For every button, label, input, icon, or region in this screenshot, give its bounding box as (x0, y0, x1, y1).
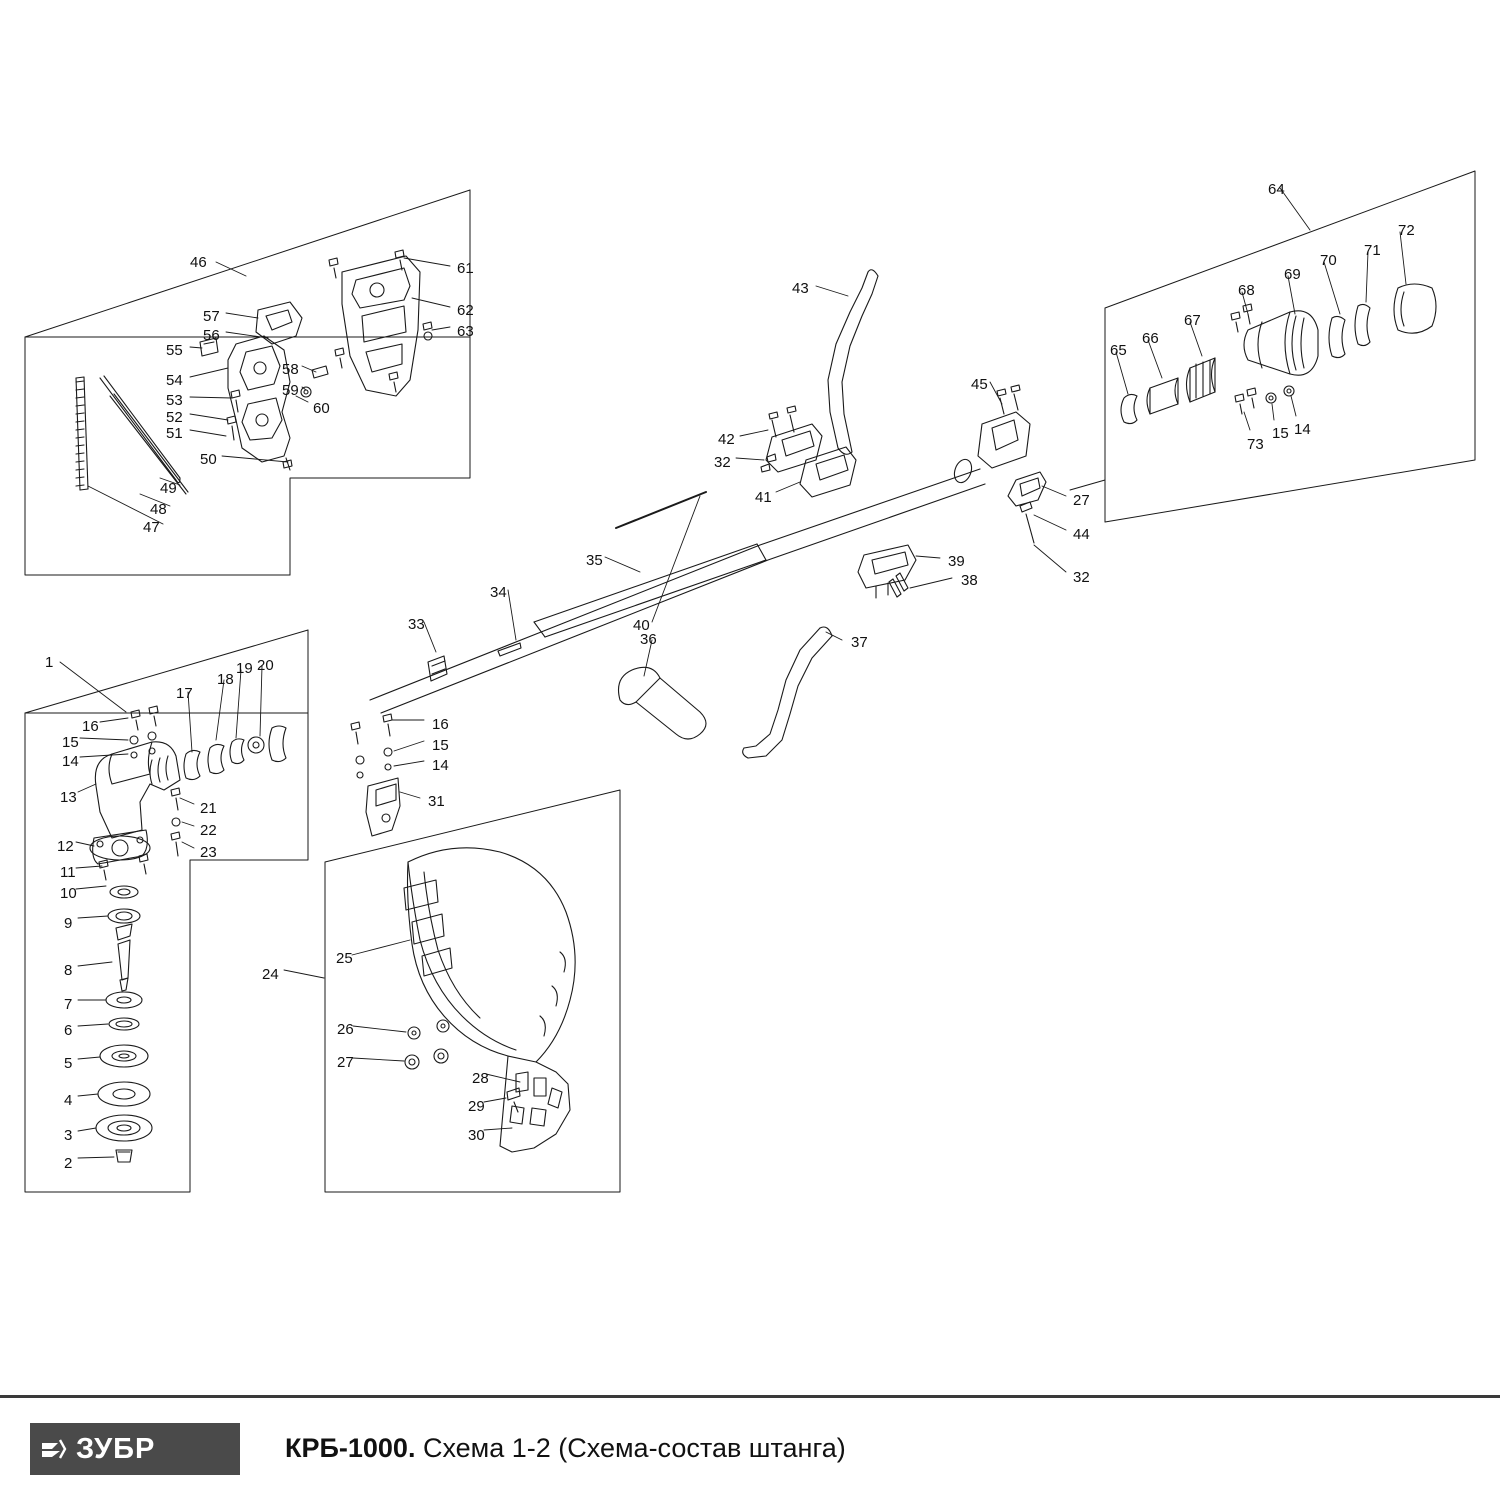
callout-number: 38 (961, 572, 978, 589)
callout-number: 54 (166, 372, 183, 389)
callout-number: 15 (432, 737, 449, 754)
callout-number: 11 (60, 864, 76, 881)
callout-number: 20 (257, 657, 274, 674)
callout-number: 67 (1184, 312, 1201, 329)
callout-number: 29 (468, 1098, 485, 1115)
handle-upper-62 (329, 250, 432, 396)
callout-number: 31 (428, 793, 445, 810)
callout-number: 73 (1247, 436, 1264, 453)
callout-number: 48 (150, 501, 167, 518)
handle-clamp-41 (761, 447, 856, 497)
callout-number: 14 (432, 757, 449, 774)
handle-lower-54 (228, 336, 292, 470)
soft-grip-36 (619, 667, 707, 739)
callout-number: 3 (64, 1127, 73, 1144)
callout-number: 2 (64, 1155, 73, 1172)
callout-number: 60 (313, 400, 330, 417)
handlebar-43 (828, 270, 878, 455)
callout-number: 70 (1320, 252, 1337, 269)
callout-number: 68 (1238, 282, 1255, 299)
callout-number: 50 (200, 451, 217, 468)
callout-number: 51 (166, 425, 183, 442)
callout-number: 46 (190, 254, 207, 271)
callout-number: 15 (62, 734, 79, 751)
callout-number: 35 (586, 552, 603, 569)
callout-number: 24 (262, 966, 279, 983)
callout-number: 45 (971, 376, 988, 393)
callout-number: 69 (1284, 266, 1301, 283)
callout-number: 57 (203, 308, 220, 325)
callout-number: 47 (143, 519, 160, 536)
guard-25 (404, 848, 575, 1152)
callout-number: 21 (200, 800, 217, 817)
callout-number: 7 (64, 996, 73, 1013)
bar-37 (743, 627, 832, 758)
callout-number: 26 (337, 1021, 354, 1038)
bolt-44 (1020, 502, 1034, 543)
callout-number: 58 (282, 361, 299, 378)
shaft-clamp-27 (1008, 472, 1046, 506)
inner-rod-40 (616, 492, 706, 528)
callout-number: 8 (64, 962, 73, 979)
gearbox-screws (130, 706, 392, 856)
brand-name: ЗУБР (76, 1432, 156, 1465)
callout-number: 52 (166, 409, 183, 426)
callout-number: 16 (432, 716, 449, 733)
callout-number: 53 (166, 392, 183, 409)
callout-number: 25 (336, 950, 353, 967)
callout-number: 44 (1073, 526, 1090, 543)
callout-number: 14 (1294, 421, 1311, 438)
gearbox-head-13 (95, 742, 180, 838)
callout-number: 16 (82, 718, 99, 735)
callout-number: 5 (64, 1055, 73, 1072)
callout-number: 23 (200, 844, 217, 861)
callout-number: 14 (62, 753, 79, 770)
callout-number: 22 (200, 822, 217, 839)
callout-number: 6 (64, 1022, 73, 1039)
callout-number: 56 (203, 327, 220, 344)
footer-divider (0, 1395, 1500, 1398)
scheme-label: Схема 1-2 (Схема-состав штанга) (422, 1433, 846, 1463)
callout-number: 63 (457, 323, 474, 340)
sheet-caption (285, 1433, 846, 1464)
arrow-icon (30, 1423, 76, 1475)
callout-number: 10 (60, 885, 77, 902)
callout-number: 65 (1110, 342, 1127, 359)
callout-number: 30 (468, 1127, 485, 1144)
callout-number: 4 (64, 1092, 73, 1109)
callout-number: 37 (851, 634, 868, 651)
callout-number: 34 (490, 584, 507, 601)
callout-number: 17 (176, 685, 193, 702)
callout-number: 32 (1073, 569, 1090, 586)
callout-number: 72 (1398, 222, 1415, 239)
callout-number: 61 (457, 260, 474, 277)
callout-number: 12 (57, 838, 74, 855)
bracket-31 (366, 778, 400, 836)
callout-number: 36 (640, 631, 657, 648)
callout-number: 9 (64, 915, 73, 932)
callout-number: 1 (45, 654, 54, 671)
callout-number: 62 (457, 302, 474, 319)
callout-number: 43 (792, 280, 809, 297)
gearbox-shaft-parts (184, 726, 286, 780)
bracket-39 (858, 545, 916, 598)
callout-number: 41 (755, 489, 772, 506)
callout-number: 59 (282, 382, 299, 399)
shaft-clamp-45 (978, 385, 1030, 468)
handle-clamp-42 (766, 406, 822, 472)
callout-number: 55 (166, 342, 183, 359)
callout-number: 13 (60, 789, 77, 806)
brand-logo (30, 1423, 240, 1475)
callout-number: 71 (1364, 242, 1381, 259)
callout-number: 32 (714, 454, 731, 471)
callout-number: 19 (236, 660, 253, 677)
model-label: КРБ-1000. (285, 1433, 416, 1463)
callout-number: 27 (1073, 492, 1090, 509)
callout-number: 28 (472, 1070, 489, 1087)
shaft-coupler-33 (428, 656, 447, 681)
callout-number: 15 (1272, 425, 1289, 442)
callout-number: 39 (948, 553, 965, 570)
callout-number: 66 (1142, 330, 1159, 347)
callout-number: 64 (1268, 181, 1285, 198)
callout-number: 49 (160, 480, 177, 497)
callout-number: 27 (337, 1054, 354, 1071)
callout-number: 42 (718, 431, 735, 448)
clutch-housing-group (1121, 284, 1436, 424)
main-shaft (370, 454, 985, 713)
callout-number: 33 (408, 616, 425, 633)
callout-number: 18 (217, 671, 234, 688)
group-box-handle (25, 190, 470, 575)
sheet-footer (0, 1395, 1500, 1500)
blade-stack (90, 830, 152, 1162)
callout-number: 40 (633, 617, 650, 634)
